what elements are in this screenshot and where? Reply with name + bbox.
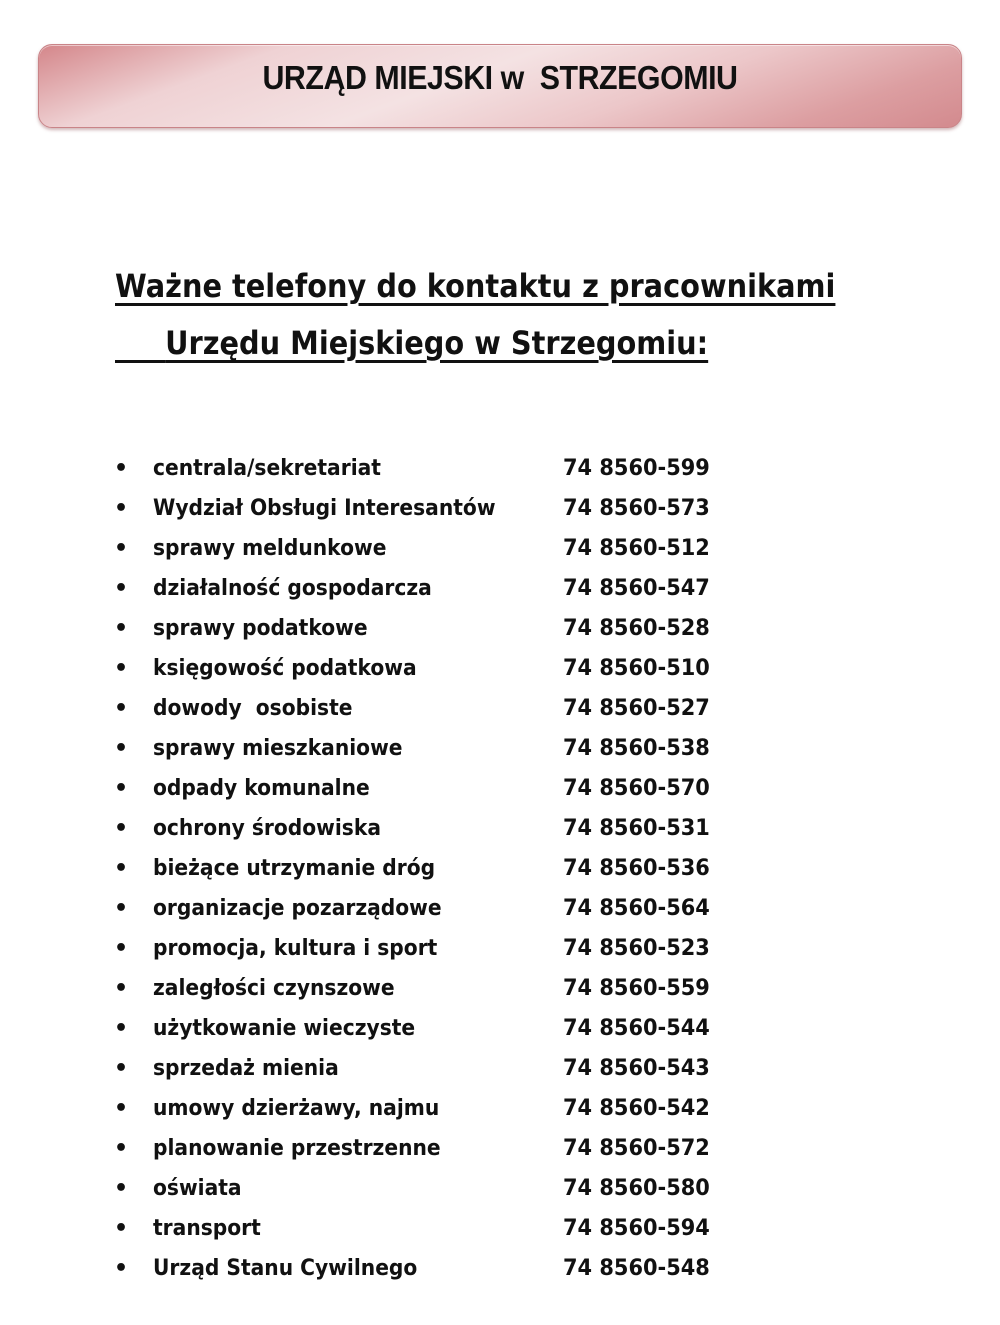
phone-number[interactable]: 74 8560-547 — [563, 575, 710, 601]
office-title: URZĄD MIEJSKI w STRZEGOMIU — [262, 59, 738, 96]
department-name: sprawy meldunkowe — [153, 535, 387, 561]
phone-number[interactable]: 74 8560-559 — [563, 975, 710, 1001]
bullet-icon: • — [114, 895, 129, 921]
contact-row — [110, 488, 763, 528]
phone-number[interactable]: 74 8560-528 — [563, 615, 710, 641]
phone-number[interactable]: 74 8560-536 — [563, 855, 710, 881]
phone-number[interactable]: 74 8560-594 — [563, 1215, 710, 1241]
contact-row — [110, 928, 763, 968]
contact-row — [110, 568, 763, 608]
bullet-icon: • — [114, 855, 129, 881]
contact-row — [110, 848, 763, 888]
department-name: oświata — [153, 1175, 242, 1201]
heading-line-2 — [115, 315, 853, 372]
contact-row — [110, 768, 763, 808]
bullet-icon: • — [114, 975, 129, 1001]
contact-row — [110, 1128, 763, 1168]
contact-row — [110, 968, 763, 1008]
page-heading — [115, 258, 935, 372]
contact-row — [110, 528, 763, 568]
department-name: ochrony środowiska — [153, 815, 381, 841]
contact-row — [110, 728, 763, 768]
bullet-icon: • — [114, 1055, 129, 1081]
department-name: bieżące utrzymanie dróg — [153, 855, 436, 881]
bullet-icon: • — [114, 695, 129, 721]
contact-row — [110, 648, 763, 688]
contact-row — [110, 448, 763, 488]
bullet-icon: • — [114, 775, 129, 801]
department-name: Wydział Obsługi Interesantów — [153, 495, 496, 521]
bullet-icon: • — [114, 935, 129, 961]
contact-row — [110, 1208, 763, 1248]
header-banner — [38, 44, 962, 128]
heading-line-2-text: Urzędu Miejskiego w Strzegomiu: — [165, 324, 709, 362]
phone-number[interactable]: 74 8560-510 — [563, 655, 710, 681]
bullet-icon: • — [114, 735, 129, 761]
phone-number[interactable]: 74 8560-523 — [563, 935, 710, 961]
phone-number[interactable]: 74 8560-544 — [563, 1015, 710, 1041]
bullet-icon: • — [114, 495, 129, 521]
bullet-icon: • — [114, 535, 129, 561]
bullet-icon: • — [114, 1215, 129, 1241]
bullet-icon: • — [114, 1095, 129, 1121]
contact-row — [110, 1048, 763, 1088]
contact-row — [110, 1168, 763, 1208]
phone-number[interactable]: 74 8560-572 — [563, 1135, 710, 1161]
heading-indent — [115, 324, 165, 362]
heading-line-1-text: Ważne telefony do kontaktu z pracownikami — [115, 267, 836, 305]
contact-row — [110, 888, 763, 928]
department-name: użytkowanie wieczyste — [153, 1015, 416, 1041]
bullet-icon: • — [114, 815, 129, 841]
phone-number[interactable]: 74 8560-573 — [563, 495, 710, 521]
bullet-icon: • — [114, 1175, 129, 1201]
bullet-icon: • — [114, 615, 129, 641]
department-name: Urząd Stanu Cywilnego — [153, 1255, 418, 1281]
department-name: działalność gospodarcza — [153, 575, 432, 601]
phone-number[interactable]: 74 8560-538 — [563, 735, 710, 761]
contact-row — [110, 1088, 763, 1128]
contact-list — [110, 448, 763, 1288]
department-name: centrala/sekretariat — [153, 455, 381, 481]
phone-number[interactable]: 74 8560-512 — [563, 535, 710, 561]
department-name: sprawy podatkowe — [153, 615, 368, 641]
department-name: zaległości czynszowe — [153, 975, 395, 1001]
phone-number[interactable]: 74 8560-543 — [563, 1055, 710, 1081]
department-name: sprzedaż mienia — [153, 1055, 339, 1081]
department-name: dowody osobiste — [153, 695, 353, 721]
department-name: promocja, kultura i sport — [153, 935, 438, 961]
phone-number[interactable]: 74 8560-542 — [563, 1095, 710, 1121]
bullet-icon: • — [114, 1255, 129, 1281]
department-name: transport — [153, 1215, 261, 1241]
department-name: planowanie przestrzenne — [153, 1135, 441, 1161]
phone-number[interactable]: 74 8560-599 — [563, 455, 710, 481]
contact-row — [110, 1008, 763, 1048]
bullet-icon: • — [114, 455, 129, 481]
bullet-icon: • — [114, 1135, 129, 1161]
department-name: umowy dzierżawy, najmu — [153, 1095, 440, 1121]
phone-number[interactable]: 74 8560-570 — [563, 775, 710, 801]
heading-line-1 — [115, 258, 853, 315]
contact-row — [110, 688, 763, 728]
department-name: księgowość podatkowa — [153, 655, 417, 681]
contact-row — [110, 808, 763, 848]
phone-number[interactable]: 74 8560-564 — [563, 895, 710, 921]
bullet-icon: • — [114, 575, 129, 601]
phone-number[interactable]: 74 8560-580 — [563, 1175, 710, 1201]
bullet-icon: • — [114, 1015, 129, 1041]
department-name: odpady komunalne — [153, 775, 370, 801]
department-name: organizacje pozarządowe — [153, 895, 442, 921]
phone-number[interactable]: 74 8560-527 — [563, 695, 710, 721]
contact-row — [110, 1248, 763, 1288]
department-name: sprawy mieszkaniowe — [153, 735, 403, 761]
phone-number[interactable]: 74 8560-548 — [563, 1255, 710, 1281]
contact-row — [110, 608, 763, 648]
bullet-icon: • — [114, 655, 129, 681]
phone-number[interactable]: 74 8560-531 — [563, 815, 710, 841]
